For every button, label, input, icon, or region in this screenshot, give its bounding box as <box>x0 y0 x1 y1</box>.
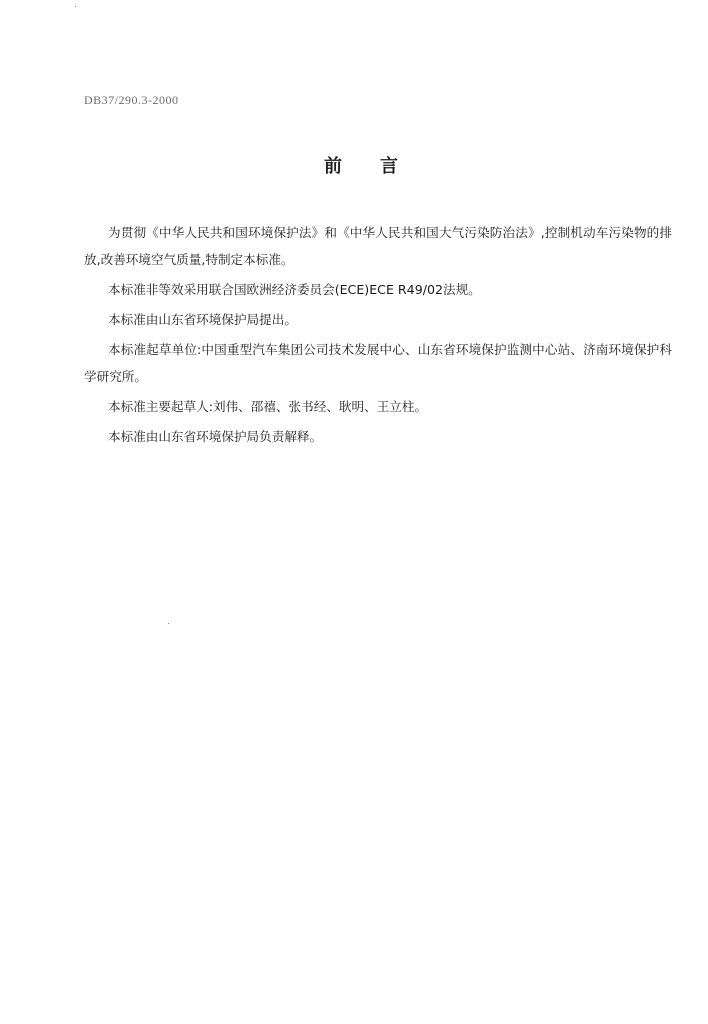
paragraph-adoption: 本标准非等效采用联合国欧洲经济委员会(ECE)ECE R49/02法规。 <box>108 282 481 297</box>
paragraph-purpose: 为贯彻《中华人民共和国环境保护法》和《中华人民共和国大气污染防治法》,控制机动车污染物的排放,改善环境空气质量,特制定本标准。 <box>84 225 672 267</box>
preface-body <box>84 219 672 453</box>
page-title: 前言 <box>324 156 436 177</box>
scan-speck <box>168 623 169 624</box>
scan-speck <box>75 6 76 7</box>
paragraph-proposer: 本标准由山东省环境保护局提出。 <box>108 312 297 327</box>
paragraph-drafting-units: 本标准起草单位:中国重型汽车集团公司技术发展中心、山东省环境保护监测中心站、济南环境保护科学研究所。 <box>84 342 672 384</box>
paragraph-interpretation: 本标准由山东省环境保护局负责解释。 <box>108 429 323 444</box>
standard-code: DB37/290.3-2000 <box>84 93 179 107</box>
paragraph-drafters: 本标准主要起草人:刘伟、邵禧、张书经、耿明、王立柱。 <box>108 399 428 414</box>
